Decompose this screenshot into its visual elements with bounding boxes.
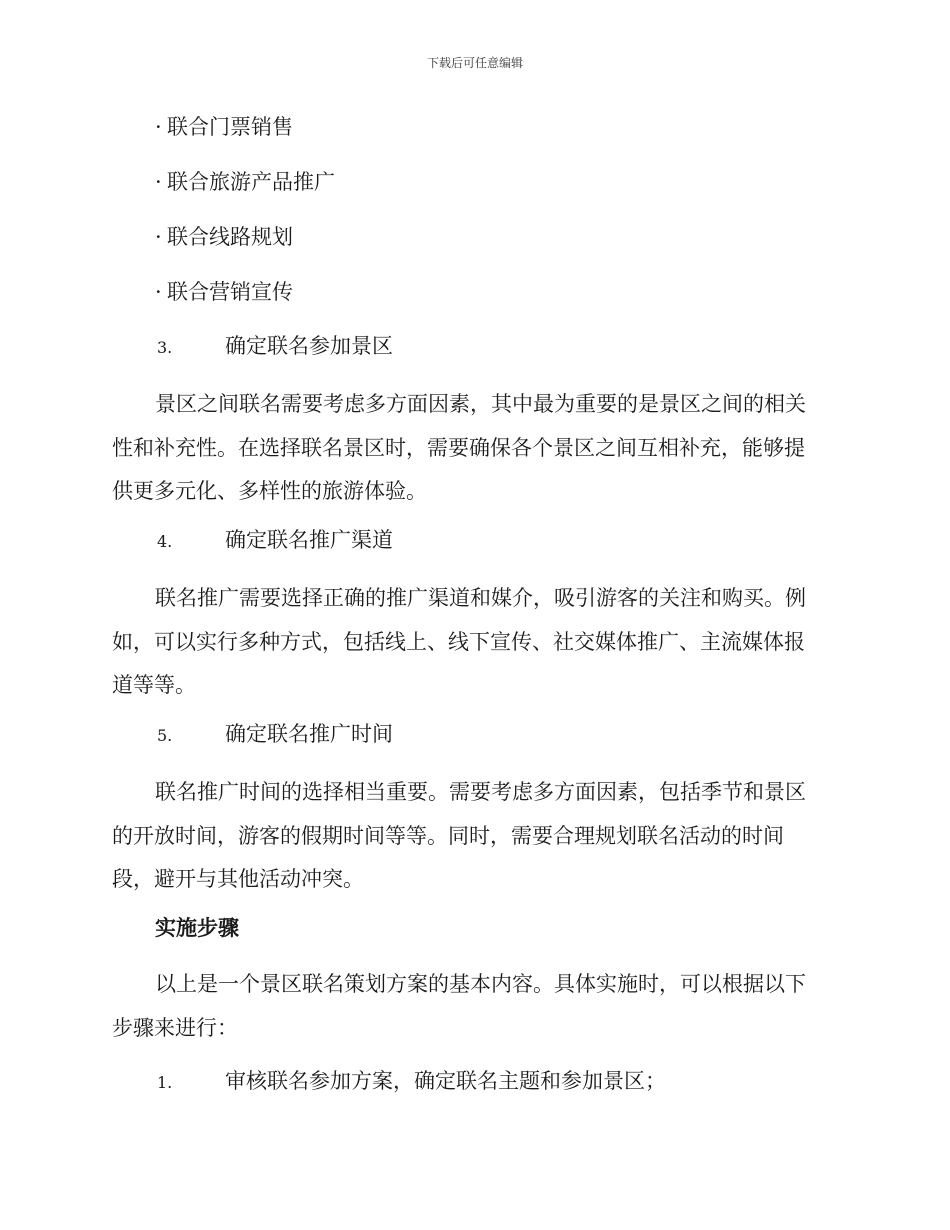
section-5-paragraph [112,771,832,902]
bullet-text: 联合线路规划 [167,225,293,249]
paragraph-line: 的开放时间，游客的假期时间等等。同时，需要合理规划联名活动的时间 [112,823,784,848]
step-text: 审核联名参加方案，确定联名主题和参加景区； [225,1069,666,1093]
paragraph-line: 景区之间联名需要考虑多方面因素，其中最为重要的是景区之间的相关 [155,392,806,416]
heading-text: 实施步骤 [155,915,239,940]
section-3-paragraph [112,383,832,514]
section-title: 确定联名推广渠道 [225,528,393,552]
section-4-heading [112,520,832,562]
bullet-item [112,217,832,257]
implementation-heading [112,908,832,948]
bullet-marker: · [155,225,162,249]
section-number: 4. [157,532,173,551]
paragraph-line: 步骤来进行： [112,1015,238,1040]
step-number: 1. [157,1073,173,1092]
bullet-text: 联合门票销售 [167,115,293,139]
paragraph-line: 联名推广时间的选择相当重要。需要考虑多方面因素，包括季节和景区 [155,780,806,804]
bullet-item [112,272,832,312]
page-header: 下载后可任意编辑 [426,56,523,70]
section-5-heading [112,714,832,756]
section-number: 5. [157,726,173,745]
bullet-text: 联合营销宣传 [167,280,293,304]
section-number: 3. [157,338,173,357]
bullet-marker: · [155,115,162,139]
section-3-heading [112,326,832,368]
paragraph-line: 段，避开与其他活动冲突。 [112,867,364,891]
section-title: 确定联名参加景区 [225,334,393,358]
paragraph-line: 供更多元化、多样性的旅游体验。 [112,479,427,503]
bullet-marker: · [155,280,162,304]
bullet-text: 联合旅游产品推广 [167,170,335,194]
bullet-item [112,162,832,202]
paragraph-line: 性和补充性。在选择联名景区时，需要确保各个景区之间互相补充，能够提 [112,435,805,460]
paragraph-line: 如，可以实行多种方式，包括线上、线下宣传、社交媒体推广、主流媒体报 [112,629,805,654]
paragraph-line: 道等等。 [112,673,196,697]
section-title: 确定联名推广时间 [225,722,393,746]
bullet-marker: · [155,170,162,194]
implementation-paragraph [112,963,832,1050]
section-4-paragraph [112,577,832,708]
bullet-item [112,107,832,147]
paragraph-line: 联名推广需要选择正确的推广渠道和媒介，吸引游客的关注和购买。例 [155,586,806,610]
step-1 [112,1061,832,1103]
paragraph-line: 以上是一个景区联名策划方案的基本内容。具体实施时，可以根据以下 [155,972,806,996]
